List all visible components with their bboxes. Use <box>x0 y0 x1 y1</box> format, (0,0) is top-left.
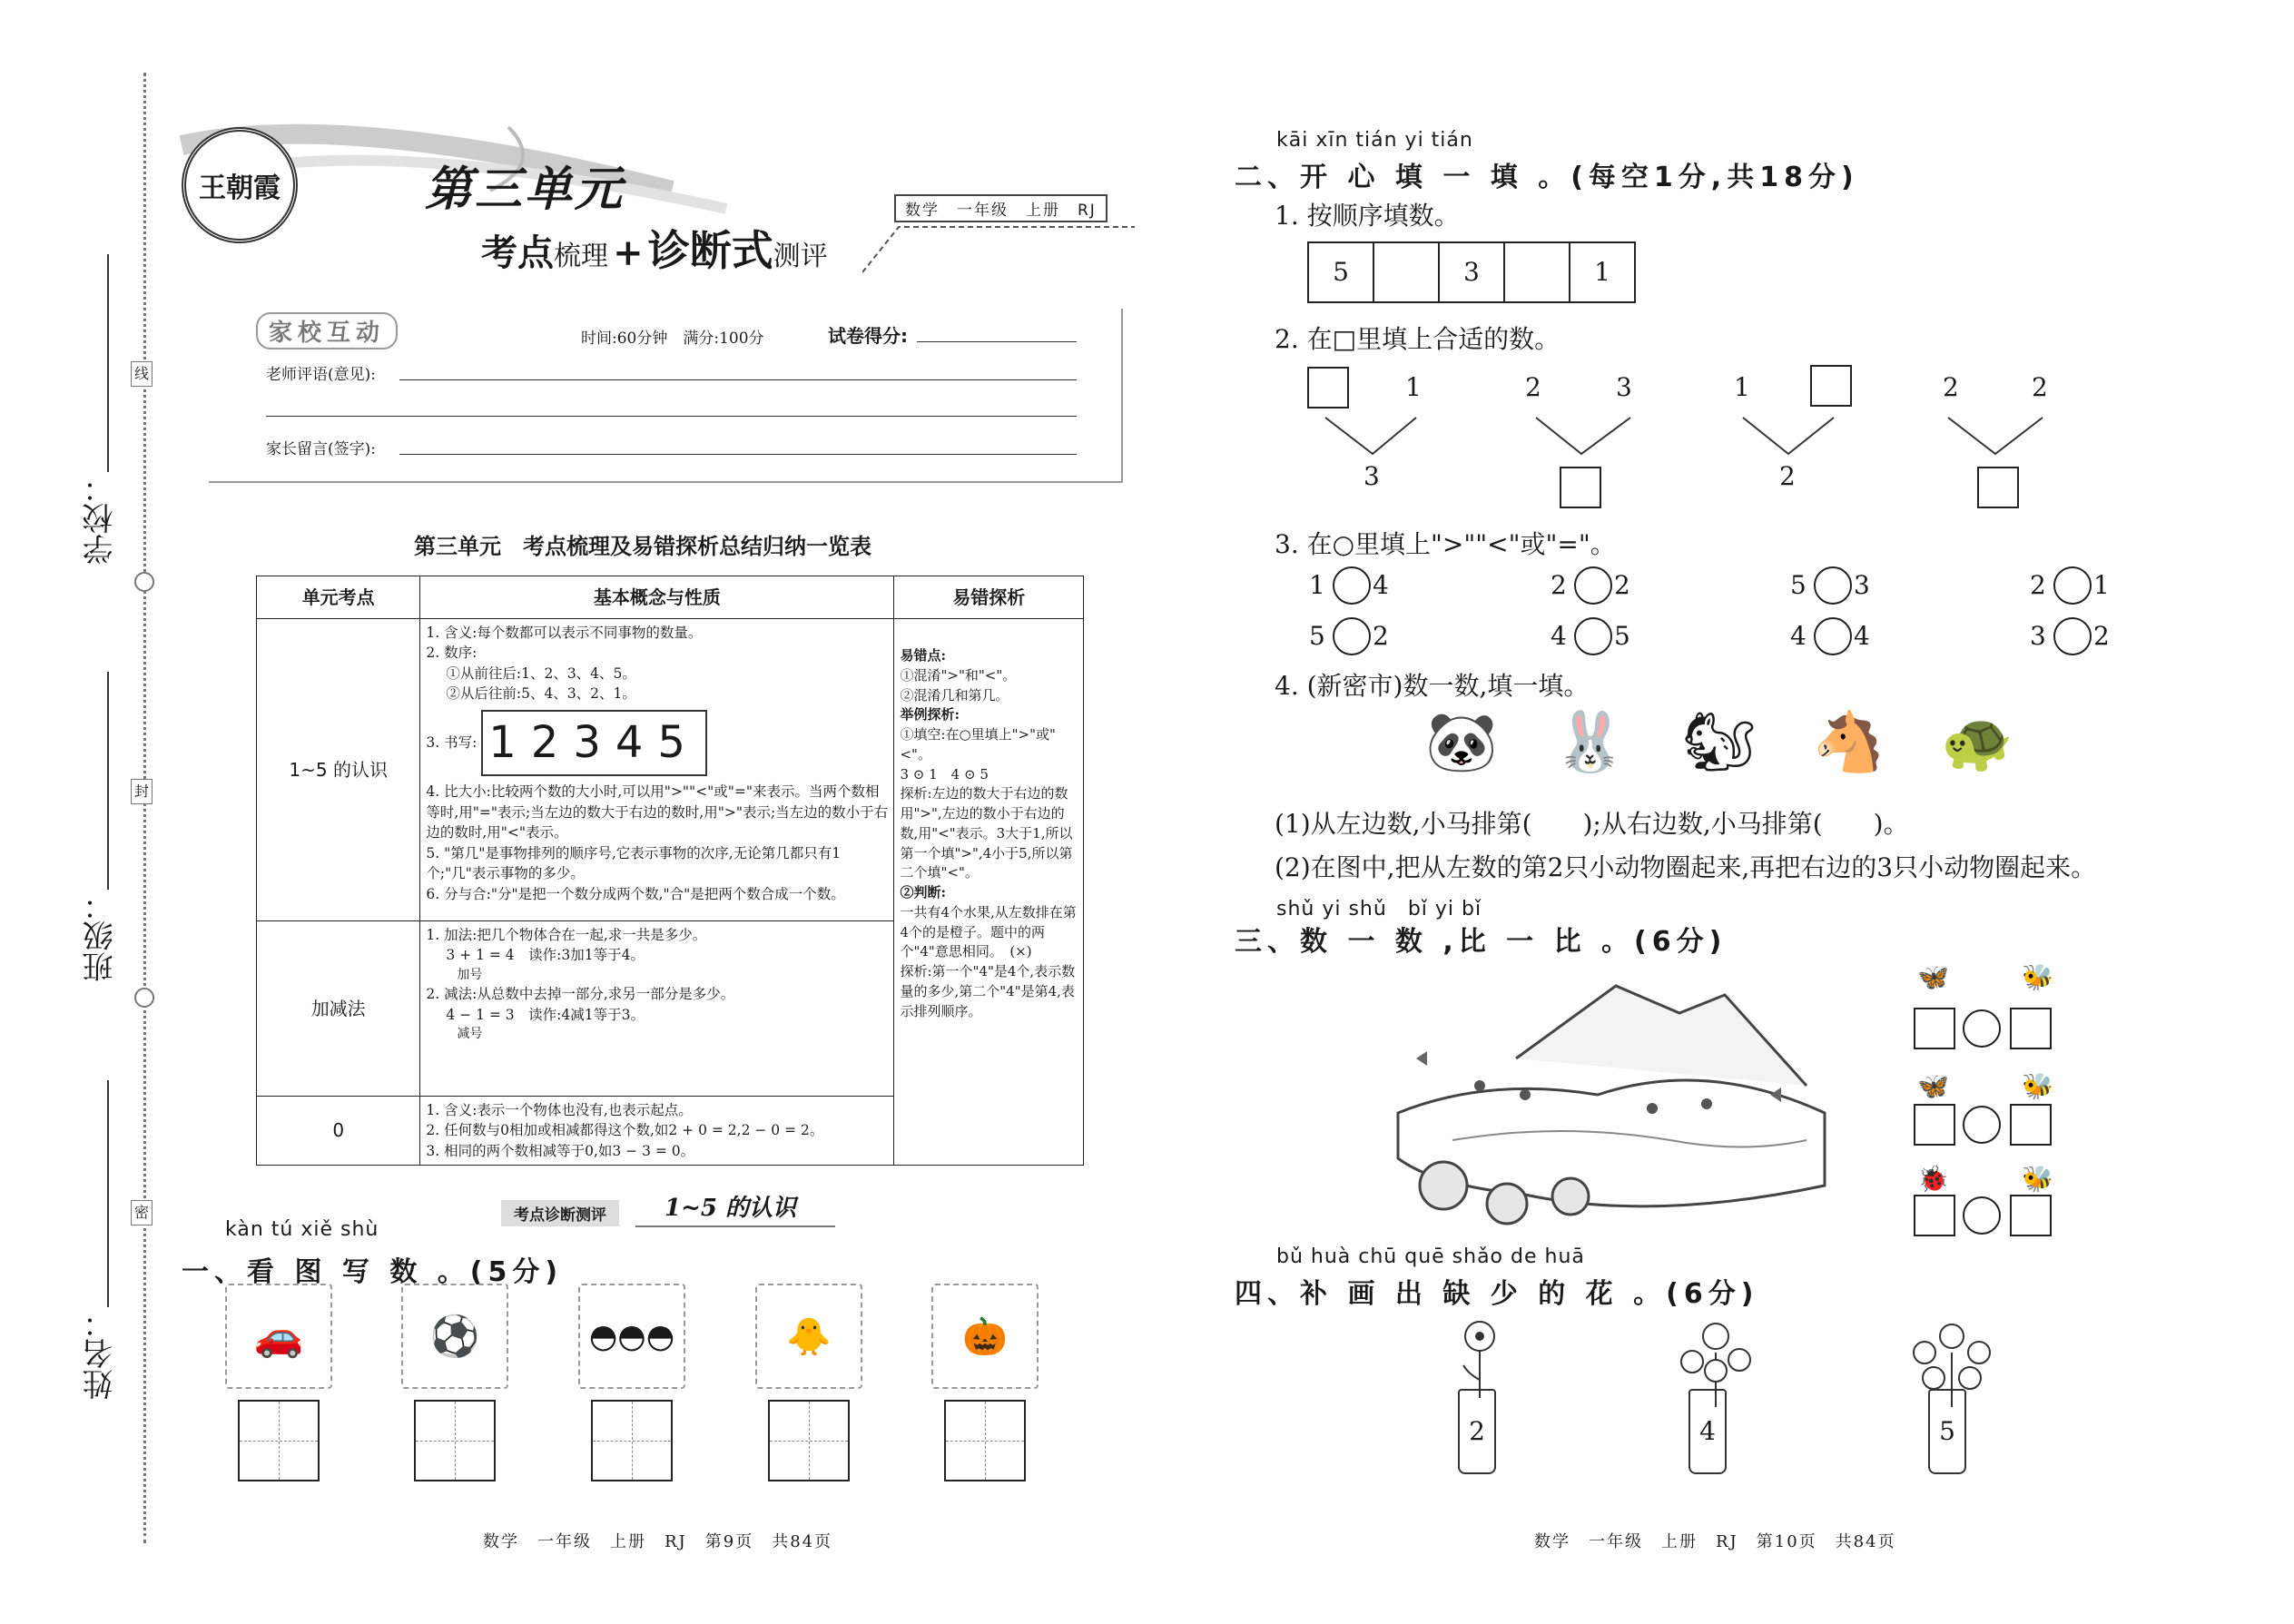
compare-circle[interactable] <box>2053 566 2092 605</box>
subject-tagbar: 数学 一年级 上册 RJ <box>894 194 1108 222</box>
header-subtitle <box>481 218 828 278</box>
concept-line: 2. 任何数与0相加或相减都得这个数,如2 + 0 = 2,2 − 0 = 2。 <box>426 1122 824 1139</box>
bottom-number: 2 <box>1779 461 1796 491</box>
q2-1-prompt: 1. 按顺序填数。 <box>1275 201 1460 231</box>
rabbit-icon[interactable]: 🐰 <box>1553 709 1627 776</box>
answer-writing-box[interactable] <box>944 1400 1026 1481</box>
concept-line: ①从前往后:1、2、3、4、5。 <box>446 664 636 682</box>
concept-line: 2. 减法:从总数中去掉一部分,求另一部分是多少。 <box>426 986 735 1003</box>
summary-title: 第三单元 考点梳理及易错探析总结归纳一览表 <box>414 534 871 559</box>
q2-2-prompt: 2. 在□里填上合适的数。 <box>1275 324 1561 354</box>
answer-writing-box[interactable] <box>414 1400 496 1481</box>
compare-b: 3 <box>1854 570 1870 600</box>
horse-icon[interactable]: 🐴 <box>1812 709 1885 776</box>
topic-cell: 0 <box>257 1097 420 1166</box>
compare-a: 2 <box>1551 570 1567 600</box>
picture-bowls: ◓◓◓ <box>578 1284 685 1389</box>
error-line: 探析:第一个"4"是4个,表示数量的多少,第二个"4"是第4,表示排列顺序。 <box>900 963 1076 1019</box>
school-underline <box>107 254 109 472</box>
sequence-boxes <box>1307 241 1636 303</box>
q3-title: 三、数 一 数 ,比 一 比 。(6分) <box>1235 926 1728 958</box>
blank-square[interactable] <box>1560 467 1601 508</box>
concept-line: 加号 <box>457 967 483 982</box>
concept-line: 3. 相同的两个数相减等于0,如3 − 3 = 0。 <box>426 1142 695 1159</box>
logo-text: 王朝霞 <box>199 172 281 204</box>
sequence-cell[interactable]: 3 <box>1438 241 1503 303</box>
vase-number: 5 <box>1939 1416 1955 1446</box>
garden-scene-illustration <box>1380 959 1834 1231</box>
home-school-frame <box>209 309 1123 483</box>
turtle-icon[interactable]: 🐢 <box>1941 709 2013 776</box>
top-left-number: 2 <box>1943 372 1959 402</box>
section-banner-title: 1~5 的认识 <box>665 1195 797 1222</box>
compare-a: 2 <box>2030 570 2046 600</box>
error-line: ①混淆">"和"<"。 <box>900 666 1017 684</box>
class-label: 班级： <box>83 890 119 982</box>
butterfly-icon: 🦋 <box>1917 1071 1949 1101</box>
error-line: 易错点: <box>900 647 947 664</box>
col-header-errors: 易错探析 <box>894 576 1084 619</box>
top-right-number: 3 <box>1616 372 1632 402</box>
binding-hole <box>134 988 154 1008</box>
blank-square[interactable] <box>1977 467 2019 508</box>
compare-b: 1 <box>2093 570 2110 600</box>
concept-cell <box>420 921 894 1097</box>
picture-pumpkins: 🎃 <box>931 1284 1039 1389</box>
compare-a: 1 <box>1309 570 1325 600</box>
squirrel-icon[interactable]: 🐿 <box>1682 709 1757 776</box>
error-line: 一共有4个水果,从左数排在第4个的是橙子。题中的两个"4"意思相同。 (×) <box>900 903 1077 960</box>
subtitle-plus: + <box>613 231 644 274</box>
concept-cell <box>420 619 894 921</box>
topic-cell: 加减法 <box>257 921 420 1097</box>
home-school-badge: 家校互动 <box>256 312 398 349</box>
count-box[interactable] <box>2010 1195 2052 1236</box>
compare-circle[interactable] <box>1963 1009 2001 1048</box>
sequence-cell[interactable] <box>1503 241 1569 303</box>
compare-b: 4 <box>1373 570 1389 600</box>
blank-square[interactable] <box>1810 365 1852 407</box>
error-line: 3 ⊙ 1 4 ⊙ 5 <box>900 765 989 782</box>
footer-right: 数学 一年级 上册 RJ 第10页 共84页 <box>1534 1532 1896 1551</box>
handwriting-sample: 12345 <box>481 710 707 777</box>
parent-comment-label: 家长留言(签字): <box>266 440 376 458</box>
concept-line: 6. 分与合:"分"是把一个数分成两个数,"合"是把两个数合成一个数。 <box>426 885 845 902</box>
compare-b: 2 <box>1614 570 1630 600</box>
summary-table <box>256 576 1084 1166</box>
q4-title: 四、补 画 出 缺 少 的 花 。(6分) <box>1235 1278 1759 1310</box>
concept-line: 2. 数序: <box>426 645 478 662</box>
q3-icon-pair <box>1917 1164 2053 1194</box>
picture-cars: 🚗 <box>225 1284 332 1389</box>
dragonfly-icon: 🐞 <box>1917 1164 1949 1194</box>
error-line: 探析:左边的数大于右边的数用">",左边的数小于右边的数,用"<"表示。3大于1,所以第一个填">",4小于5,所以第二个填"<"。 <box>900 785 1073 881</box>
concept-line: 减号 <box>457 1027 483 1042</box>
subtitle-zhenduan: 诊断式 <box>647 226 773 275</box>
q2-3-prompt: 3. 在○里填上">""<"或"="。 <box>1275 529 1616 559</box>
blank-square[interactable] <box>1307 367 1349 408</box>
compare-circle[interactable] <box>1574 566 1612 605</box>
compare-circle[interactable] <box>1333 617 1371 655</box>
sequence-cell[interactable] <box>1373 241 1438 303</box>
compare-a: 4 <box>1790 621 1807 651</box>
q1-title: 一、看 图 写 数 。(5分) <box>182 1256 564 1288</box>
concept-line: 1. 加法:把几个物体合在一起,求一共是多少。 <box>426 927 707 943</box>
topic-cell: 1~5 的认识 <box>257 619 420 921</box>
count-box[interactable] <box>2010 1008 2052 1049</box>
time-info: 时间:60分钟 满分:100分 <box>581 330 764 348</box>
compare-a: 4 <box>1551 621 1567 651</box>
unit-title: 第三单元 <box>425 162 625 217</box>
sequence-cell[interactable]: 5 <box>1307 241 1373 303</box>
vase-number: 4 <box>1699 1416 1716 1446</box>
error-line: ②判断: <box>900 884 947 901</box>
compare-b: 5 <box>1614 621 1630 651</box>
animal-row <box>1425 708 2013 776</box>
error-line: ①填空:在○里填上">"或"<"。 <box>900 726 1056 763</box>
count-box[interactable] <box>2010 1104 2052 1146</box>
picture-ball: ⚽ <box>401 1284 508 1389</box>
compare-circle[interactable] <box>1963 1106 2001 1144</box>
name-label: 姓名： <box>83 1307 119 1400</box>
picture-ducks: 🐥 <box>755 1284 862 1389</box>
concept-line <box>426 710 888 777</box>
section-banner-label: 考点诊断测评 <box>501 1200 619 1226</box>
count-box[interactable] <box>1914 1008 1955 1049</box>
concept-line: 1. 含义:每个数都可以表示不同事物的数量。 <box>426 625 703 641</box>
q2-pinyin: kāi xīn tián yi tián <box>1276 129 1473 152</box>
q2-4-a: (1)从左边数,小马排第( );从右边数,小马排第( )。 <box>1275 809 1909 839</box>
top-right-number: 2 <box>2032 372 2048 402</box>
binding-hole <box>134 572 154 592</box>
answer-writing-box[interactable] <box>591 1400 673 1481</box>
answer-writing-box[interactable] <box>768 1400 850 1481</box>
compare-circle[interactable] <box>2053 617 2092 655</box>
q2-title: 二、开 心 填 一 填 。(每空1分,共18分) <box>1235 162 1859 193</box>
concept-line: 3 + 1 = 4 读作:3加1等于4。 <box>446 947 645 964</box>
top-left-number: 1 <box>1734 372 1750 402</box>
compare-circle[interactable] <box>1963 1196 2001 1235</box>
seal-mark-seal: 封 <box>131 779 153 804</box>
header-dashed-deco <box>862 218 1153 281</box>
count-box[interactable] <box>1914 1104 1955 1146</box>
panda-icon[interactable]: 🐼 <box>1425 709 1498 776</box>
footer-left: 数学 一年级 上册 RJ 第9页 共84页 <box>483 1532 833 1551</box>
compare-a: 5 <box>1790 570 1807 600</box>
error-line: 举例探析: <box>900 706 960 723</box>
bee-icon: 🐝 <box>2022 1071 2053 1101</box>
q3-icon-pair <box>1917 962 2053 992</box>
compare-b: 4 <box>1854 621 1870 651</box>
butterfly-icon: 🦋 <box>1917 962 1949 992</box>
seal-mark-secret: 密 <box>131 1200 153 1225</box>
banner-arrow <box>635 1225 835 1227</box>
vase-number: 2 <box>1469 1416 1485 1446</box>
teacher-comment-label: 老师评语(意见): <box>266 366 376 384</box>
sequence-cell[interactable]: 1 <box>1569 241 1636 303</box>
bee-icon: 🐝 <box>2022 1164 2053 1194</box>
vase <box>1458 1389 1496 1474</box>
name-underline <box>107 1080 109 1307</box>
class-underline <box>107 672 109 890</box>
count-box[interactable] <box>1914 1195 1955 1236</box>
subtitle-ceping: 测评 <box>773 241 828 272</box>
compare-b: 2 <box>1373 621 1389 651</box>
error-analysis-cell <box>894 619 1084 1166</box>
compare-b: 2 <box>2093 621 2110 651</box>
concept-cell <box>420 1097 894 1166</box>
vase <box>1928 1389 1966 1474</box>
bottom-number: 3 <box>1364 461 1380 491</box>
q2-4-b: (2)在图中,把从左数的第2只小动物圈起来,再把右边的3只小动物圈起来。 <box>1275 852 2097 882</box>
concept-line: ②从后往前:5、4、3、2、1。 <box>446 685 636 703</box>
subtitle-shuli: 梳理 <box>554 241 608 272</box>
q3-pinyin: shǔ yi shǔ bǐ yi bǐ <box>1276 898 1482 920</box>
concept-line: 1. 含义:表示一个物体也没有,也表示起点。 <box>426 1102 693 1118</box>
binding-dotted-line <box>143 73 146 1543</box>
vase <box>1689 1389 1727 1474</box>
q4-pinyin: bǔ huà chū quē shǎo de huā <box>1276 1245 1585 1268</box>
table-row <box>257 619 1084 921</box>
concept-line: 5. "第几"是事物排列的顺序号,它表示事物的次序,无论第几都只有1个;"几"表示事物的多少。 <box>426 844 842 882</box>
col-header-concepts: 基本概念与性质 <box>420 576 894 619</box>
answer-writing-box[interactable] <box>238 1400 320 1481</box>
concept-line: 4 − 1 = 3 读作:4减1等于3。 <box>446 1006 645 1023</box>
score-label: 试卷得分: <box>828 325 908 347</box>
compare-a: 5 <box>1309 621 1325 651</box>
error-line: ②混淆几和第几。 <box>900 686 1009 704</box>
seal-mark-line: 线 <box>131 361 153 387</box>
compare-a: 3 <box>2030 621 2046 651</box>
concept-line: 4. 比大小:比较两个数的大小时,可以用">""<"或"="来表示。当两个数相等时,用"="表示;当左边的数大于右边的数时,用">"表示;当左边的数小于右边的数时,用"<"表示。 <box>426 783 889 842</box>
q1-pinyin: kàn tú xiě shù <box>225 1218 379 1241</box>
q2-4-prompt: 4. (新密市)数一数,填一填。 <box>1275 671 1590 701</box>
compare-circle[interactable] <box>1574 617 1612 655</box>
writing-label: 3. 书写: <box>426 733 478 751</box>
q3-icon-pair <box>1917 1071 2053 1101</box>
top-left-number: 2 <box>1525 372 1541 402</box>
bee-icon: 🐝 <box>2022 962 2053 992</box>
school-label: 学校： <box>83 472 119 565</box>
compare-circle[interactable] <box>1333 566 1371 605</box>
compare-circle[interactable] <box>1814 566 1852 605</box>
compare-circle[interactable] <box>1814 617 1852 655</box>
publisher-logo <box>182 127 298 243</box>
subtitle-kaodian: 考点 <box>481 231 554 274</box>
col-header-topic: 单元考点 <box>257 576 420 619</box>
top-right-number: 1 <box>1405 372 1422 402</box>
